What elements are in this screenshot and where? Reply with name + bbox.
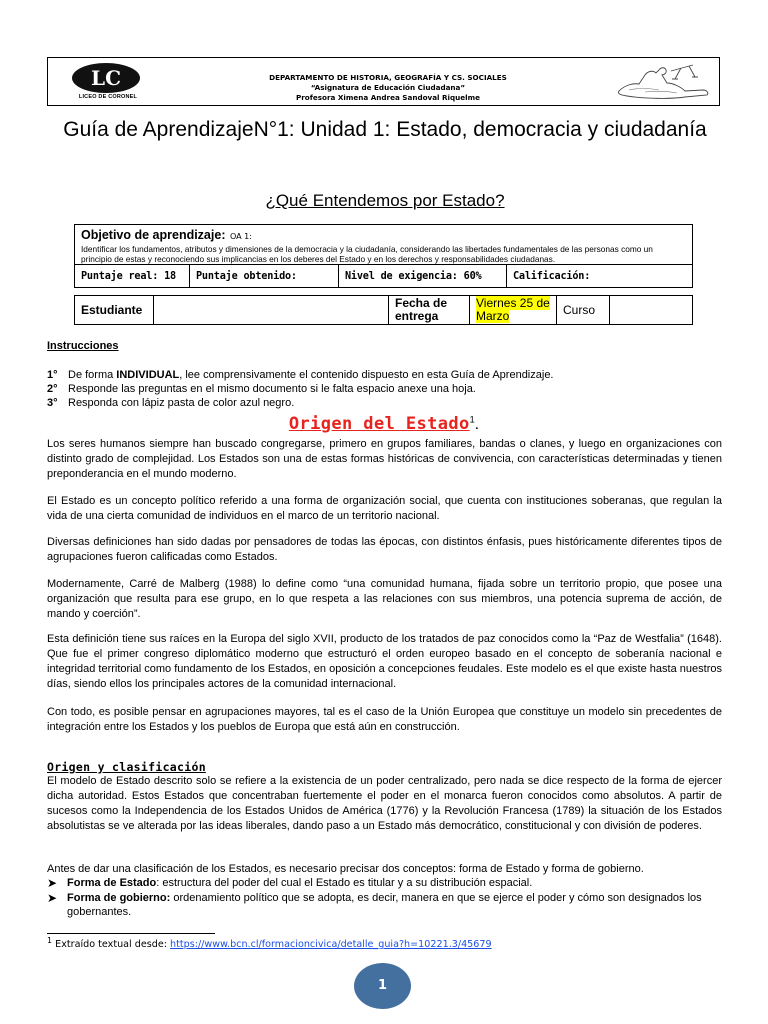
- objective-text: Identificar los fundamentos, atributos y dimensiones de la democracia y la ciudadanía, considerando las libertades fundamentales de las personas como un principio de estas y reconociendo sus implicancias en los deberes del Estado y en los derechos y responsabilidades ciudadanas.: [81, 244, 653, 264]
- student-table: [74, 295, 693, 325]
- bullet-government-form: ➤ Forma de gobierno: ordenamiento político que se adopta, es decir, manera en que se ejerce el poder y cómo son designados los gobernantes.: [47, 891, 702, 918]
- paragraph-7: El modelo de Estado descrito solo se refiere a la existencia de un poder centralizado, pero nada se dice respecto de la forma de ejercer dicha autoridad. Estos Estados que concentraban fuertemente el poder en el monarca fueron conocidos como absolutos. A partir de sucesos como la Independencia de los Estados Unidos de América (1776) y la Revolución Francesa (1789) la situación de los Estados absolutistas se ve alterada por las ideas liberales, dando paso a un Estado más democrático, constitucional y con división de poderes.: [47, 775, 722, 832]
- student-label: Estudiante: [75, 296, 154, 325]
- section-classification-title: Origen y clasificación: [47, 760, 206, 774]
- footnote-link[interactable]: https://www.bcn.cl/formacioncivica/detalle_guia?h=10221.3/45679: [170, 939, 492, 951]
- document-header: [47, 57, 720, 106]
- logo-school-name: LICEO DE CORONEL: [78, 94, 138, 100]
- objective-cell: [75, 225, 693, 265]
- arrow-bullet-icon: ➤: [47, 876, 58, 890]
- date-value: Viernes 25 de Marzo: [476, 296, 550, 323]
- student-name-field[interactable]: [154, 296, 389, 325]
- objective-code: OA 1:: [229, 232, 252, 241]
- paragraph-8: Antes de dar una clasificación de los Estados, es necesario precisar dos conceptos: forma de Estado y forma de gobierno.: [47, 863, 644, 875]
- instruction-item-1: 1° De forma INDIVIDUAL, lee comprensivamente el contenido dispuesto en esta Guía de Aprendizaje.: [47, 369, 554, 381]
- header-text: [198, 73, 578, 103]
- bullet-state-form: ➤ Forma de Estado: estructura del poder del cual el Estado es titular y a su distribución espacial.: [47, 876, 533, 890]
- footnote-marker[interactable]: 1: [469, 414, 475, 425]
- department-name: DEPARTAMENTO DE HISTORIA, GEOGRAFÍA Y CS. SOCIALES: [269, 73, 507, 82]
- paragraph-5: Esta definición tiene sus raíces en la Europa del siglo XVII, producto de los tratados de paz conocidos como la “Paz de Westfalia” (1648). Que fue el primer congreso diplomático moderno que estructuró el orden europeo basado en el concepto de soberanía nacional e integridad territorial como fundamento de los Estados, en oposición a concepciones feudales. Este modelo es el que existe hasta nuestros días, siendo ellos los principales actores de la comunidad internacional.: [47, 633, 722, 690]
- section-origin-title: Origen del Estado: [288, 414, 470, 434]
- course-label: Curso: [557, 296, 610, 325]
- teacher-name: Profesora Ximena Andrea Sandoval Riquelme: [296, 93, 480, 102]
- footnote-divider: [47, 933, 215, 934]
- objective-table: [74, 224, 693, 288]
- course-field[interactable]: [610, 296, 693, 325]
- section-origin-heading: Origen del Estado$^1$.: [288, 414, 480, 434]
- school-logo: [65, 63, 161, 103]
- grade-field[interactable]: Calificación:: [507, 265, 693, 288]
- paragraph-1: Los seres humanos siempre han buscado congregarse, primero en grupos familiares, bandas o clanes, y luego en organizaciones con distinto grado de complejidad. Los Estados son una de estas formas históricas de convivencia, con características determinadas y tienen preponderancia en el mundo moderno.: [47, 438, 722, 480]
- guide-subtitle: ¿Qué Entendemos por Estado?: [265, 191, 505, 210]
- exigency-level: Nivel de exigencia: 60%: [339, 265, 507, 288]
- justice-statue-icon: [615, 61, 713, 103]
- paragraph-2: El Estado es un concepto político referido a una forma de organización social, que cuenta con instituciones soberanas, que regulan la vida de una cierta comunidad de individuos en el marco de un territorio nacional.: [47, 495, 722, 522]
- subject-name: “Asignatura de Educación Ciudadana”: [310, 83, 466, 92]
- paragraph-6: Con todo, es posible pensar en agrupaciones mayores, tal es el caso de la Unión Europea que constituye un modelo sin precedentes de integración entre los Estados y los pueblos de Europa que está aún en construcción.: [47, 706, 722, 733]
- page-number: 1: [354, 963, 411, 1009]
- instruction-item-2: 2° Responde las preguntas en el mismo documento si le falta espacio anexe una hoja.: [47, 383, 476, 395]
- objective-label: Objetivo de aprendizaje:: [81, 228, 226, 242]
- score-real: Puntaje real: 18: [75, 265, 190, 288]
- arrow-bullet-icon: ➤: [47, 891, 58, 905]
- instructions-heading: Instrucciones: [47, 340, 119, 352]
- logo-emblem: LC: [72, 63, 140, 93]
- instruction-item-3: 3° Responda con lápiz pasta de color azul negro.: [47, 397, 295, 409]
- date-label: Fecha de entrega: [389, 296, 470, 325]
- footnote: $^1$ Extraído textual desde: https://www.bcn.cl/formacioncivica/detalle_guia?h=10221.3/45679: [47, 936, 492, 951]
- guide-title: Guía de AprendizajeN°1: Unidad 1: Estado, democracia y ciudadanía: [63, 118, 707, 141]
- paragraph-4: Modernamente, Carré de Malberg (1988) lo define como “una comunidad humana, fijada sobre un territorio propio, que posee una organización que resulta para ese grupo, en lo que respeta a las relaciones con sus miembros, una potencia suprema de acción, de mando y coerción”.: [47, 578, 722, 620]
- score-obtained[interactable]: Puntaje obtenido:: [190, 265, 339, 288]
- paragraph-3: Diversas definiciones han sido dadas por pensadores de todas las épocas, con distintos énfasis, pues históricamente diferentes tipos de agrupaciones fueron calificadas como Estados.: [47, 536, 722, 563]
- date-value-cell: [470, 296, 557, 325]
